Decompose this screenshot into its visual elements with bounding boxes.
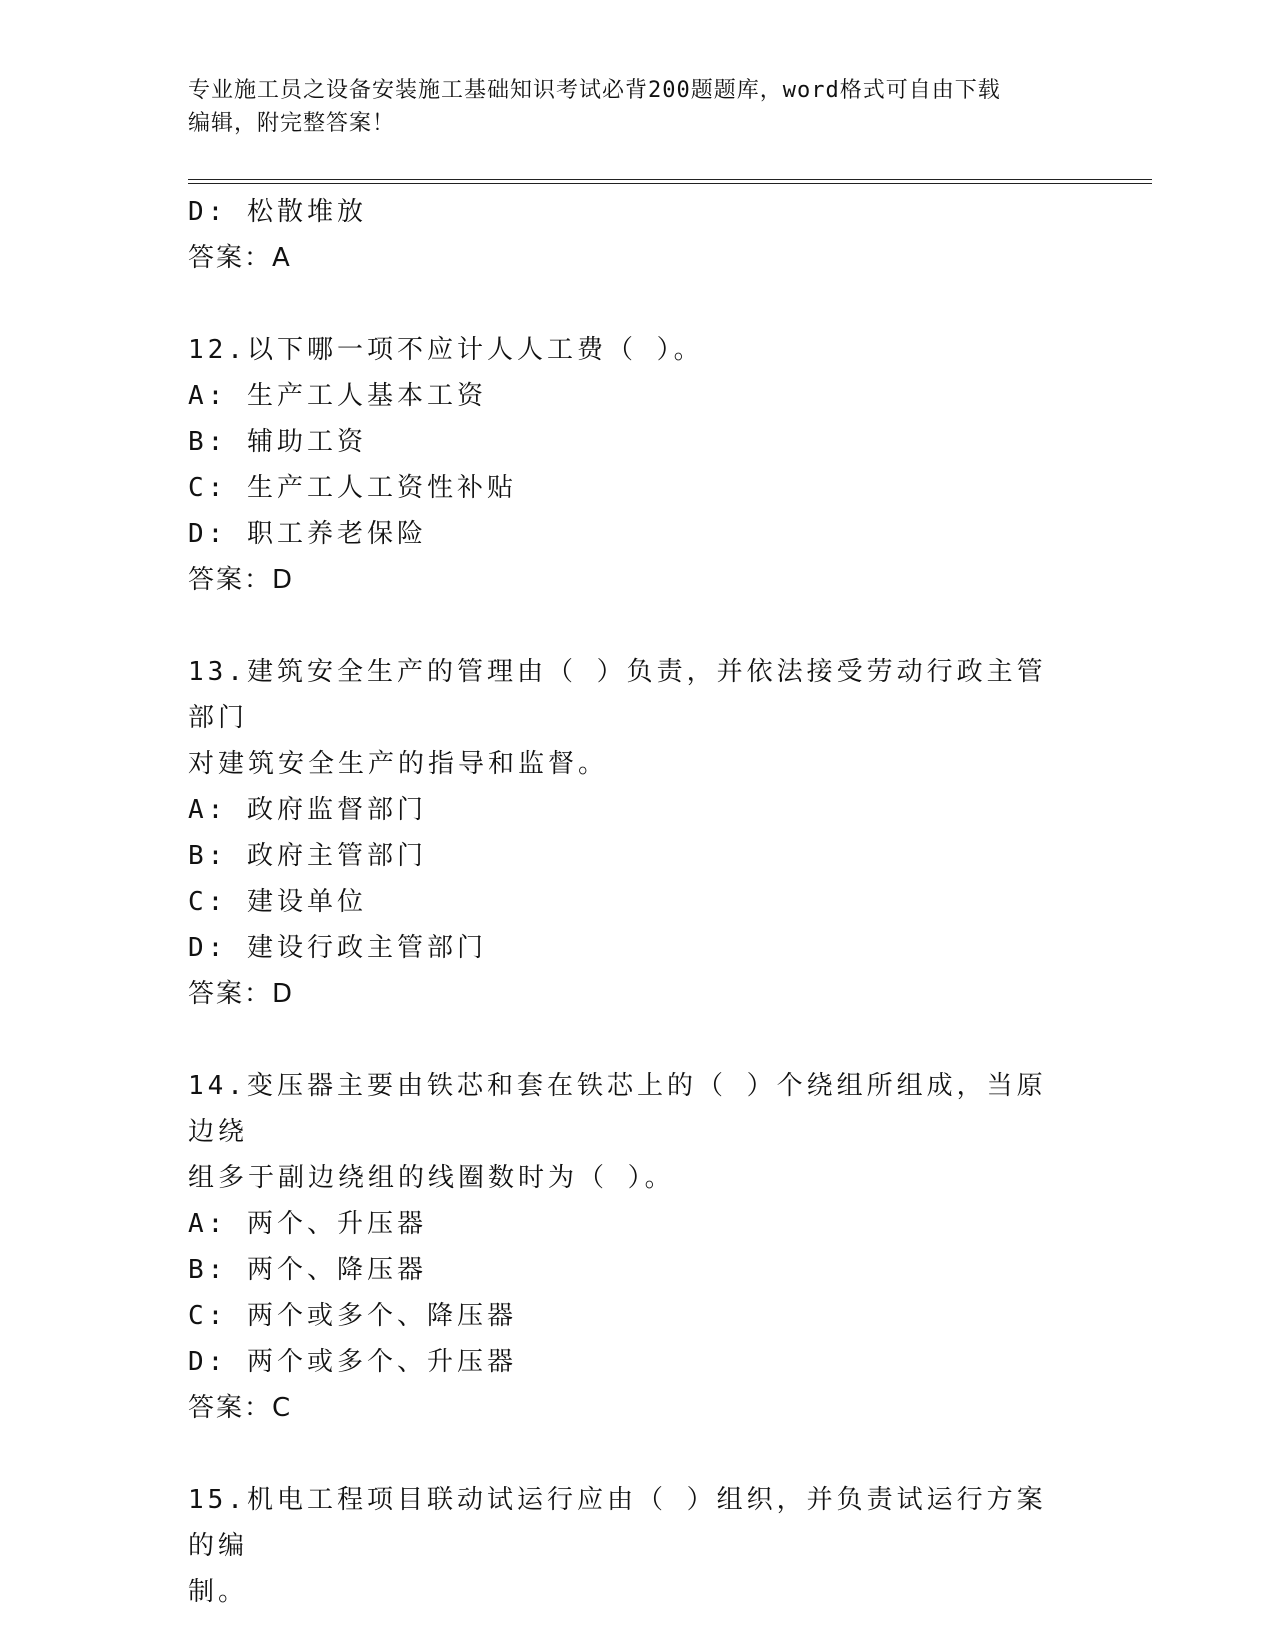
option-d: D: 职工养老保险	[188, 519, 427, 549]
answer-line: 答案：A	[188, 243, 292, 273]
question-stem-continued: 制。	[188, 1577, 249, 1607]
question-stem: 14.变压器主要由铁芯和套在铁芯上的（ ）个绕组所组成，当原边绕	[188, 1071, 1047, 1147]
question-block-15	[188, 1477, 1068, 1615]
option-c: C: 生产工人工资性补贴	[188, 473, 517, 503]
option-c: C: 建设单位	[188, 887, 367, 917]
question-stem-continued: 对建筑安全生产的指导和监督。	[188, 749, 609, 779]
header-divider-top	[188, 179, 1152, 180]
option-c: C: 两个或多个、降压器	[188, 1301, 517, 1331]
question-stem: 13.建筑安全生产的管理由（ ）负责，并依法接受劳动行政主管部门	[188, 657, 1047, 733]
question-block-14	[188, 1063, 1068, 1431]
question-stem: 15.机电工程项目联动试运行应由（ ）组织，并负责试运行方案的编	[188, 1485, 1047, 1561]
question-list	[188, 189, 1068, 1615]
option-b: B: 辅助工资	[188, 427, 367, 457]
option-b: B: 政府主管部门	[188, 841, 427, 871]
answer-line: 答案：D	[188, 979, 295, 1009]
header-line-2: 编辑，附完整答案！	[188, 111, 396, 136]
answer-line: 答案：C	[188, 1393, 293, 1423]
question-stem: 12.以下哪一项不应计人人工费（ ）。	[188, 335, 704, 365]
option-a: A: 政府监督部门	[188, 795, 427, 825]
question-block-13	[188, 649, 1068, 1017]
question-block-12	[188, 327, 1068, 603]
option-d: D: 两个或多个、升压器	[188, 1347, 517, 1377]
answer-line: 答案：D	[188, 565, 295, 595]
question-stem-continued: 组多于副边绕组的线圈数时为（ ）。	[188, 1163, 675, 1193]
option-d: D: 松散堆放	[188, 197, 367, 227]
option-d: D: 建设行政主管部门	[188, 933, 487, 963]
header-line-1: 专业施工员之设备安装施工基础知识考试必背200题题库，word格式可自由下载	[188, 78, 1001, 103]
document-header	[188, 74, 1088, 140]
option-a: A: 两个、升压器	[188, 1209, 427, 1239]
header-divider-bottom	[188, 183, 1152, 184]
option-a: A: 生产工人基本工资	[188, 381, 487, 411]
option-b: B: 两个、降压器	[188, 1255, 427, 1285]
